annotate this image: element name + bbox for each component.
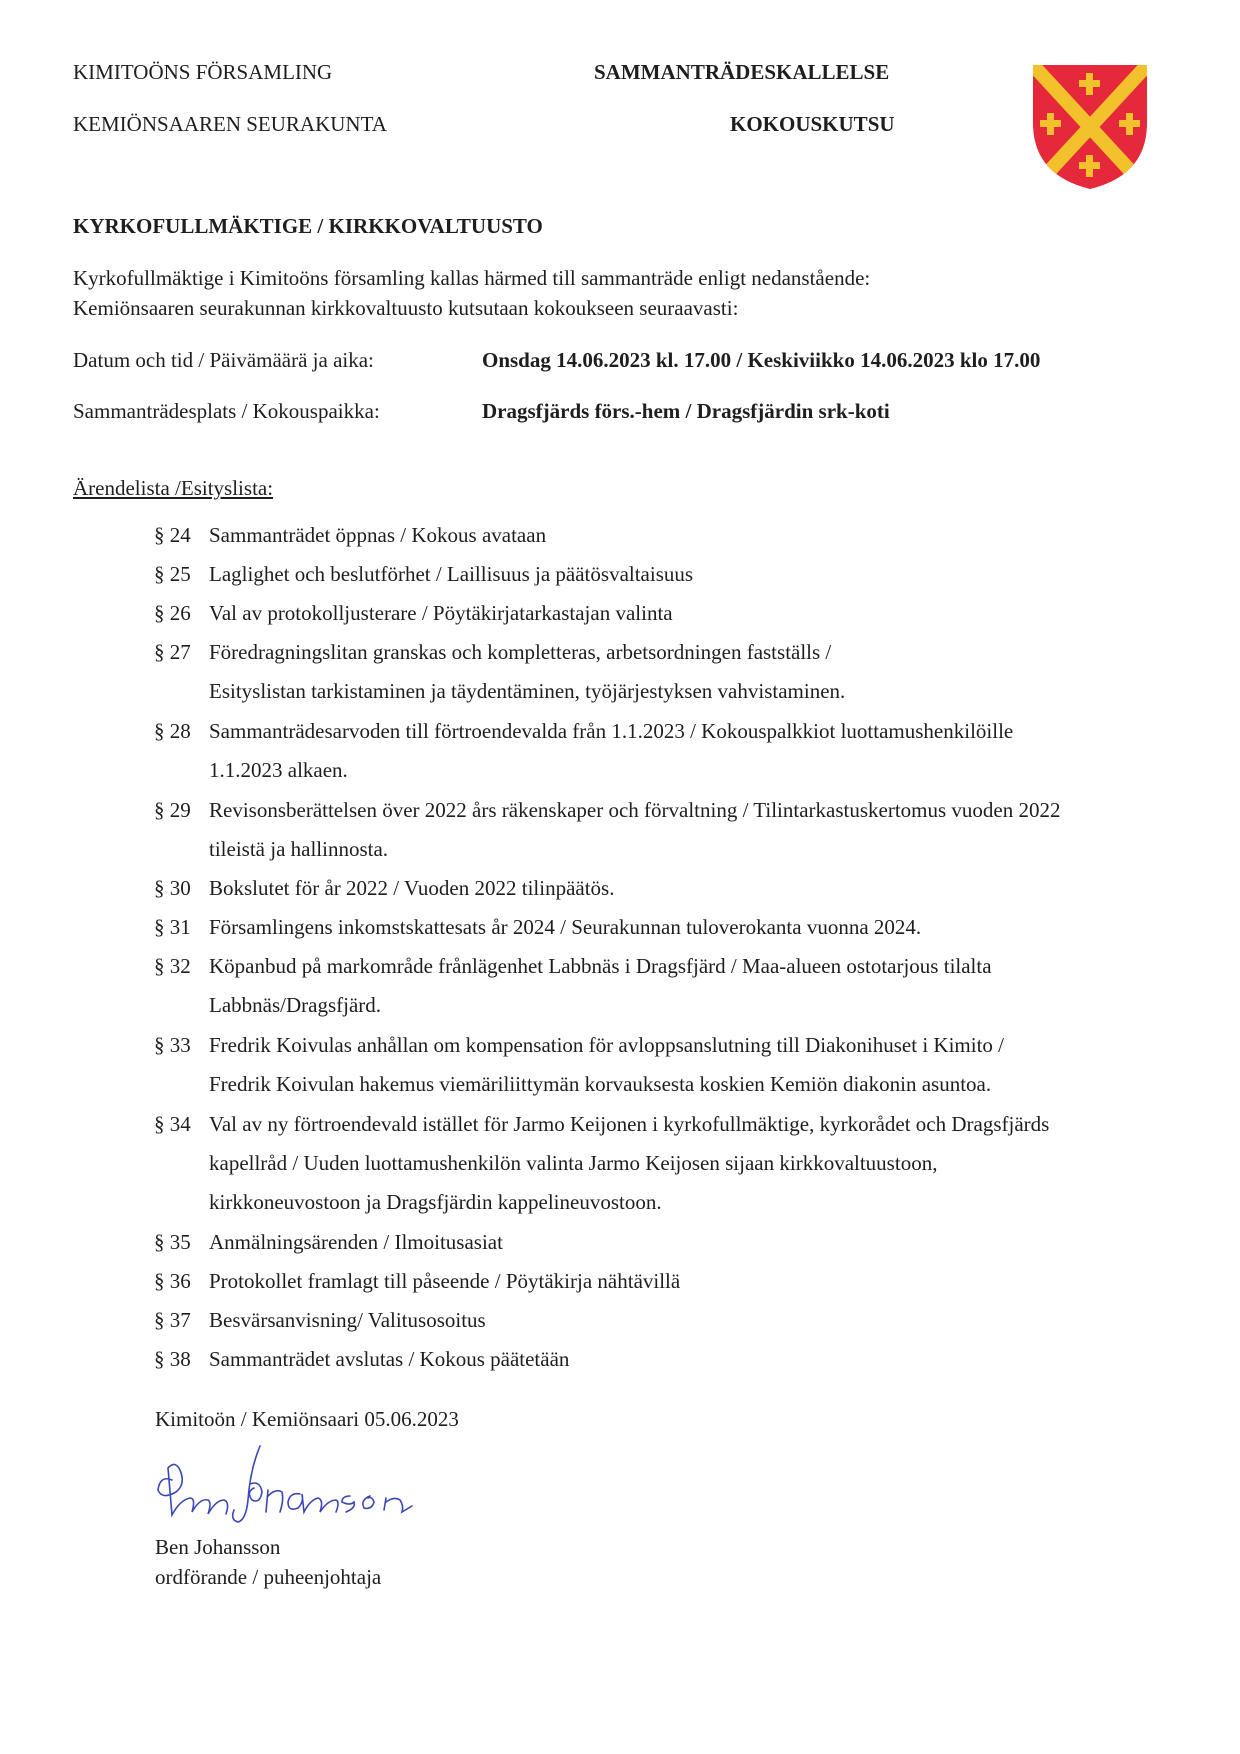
- agenda-item-text: kirkkoneuvostoon ja Dragsfjärdin kappelineuvostoon.: [209, 1190, 662, 1214]
- agenda-item-text: Besvärsanvisning/ Valitusosoitus: [209, 1308, 486, 1332]
- agenda-item-text: Anmälningsärenden / Ilmoitusasiat: [209, 1230, 503, 1254]
- agenda-item-number: § 34: [154, 1112, 191, 1136]
- agenda-item-text: Sammanträdesarvoden till förtroendevalda från 1.1.2023 / Kokouspalkkiot luottamushenkilöille: [209, 719, 1014, 743]
- agenda-item: [154, 798, 1061, 861]
- agenda-item-text: Labbnäs/Dragsfjärd.: [209, 993, 382, 1017]
- agenda-item-number: § 28: [154, 719, 191, 743]
- date-label: Datum och tid / Päivämäärä ja aika:: [73, 348, 374, 372]
- agenda-item-text: Bokslutet för år 2022 / Vuoden 2022 tilinpäätös.: [209, 876, 615, 900]
- org-name-finnish: KEMIÖNSAAREN SEURAKUNTA: [73, 112, 387, 136]
- signer-name: Ben Johansson: [155, 1535, 281, 1559]
- agenda-item-text: Köpanbud på markområde frånlägenhet Labbnäs i Dragsfjärd / Maa-alueen ostotarjous tilalta: [209, 954, 992, 978]
- agenda-item-text: Protokollet framlagt till påseende / Pöytäkirja nähtävillä: [209, 1269, 681, 1293]
- agenda-item-number: § 30: [154, 876, 191, 900]
- agenda-item-number: § 24: [154, 523, 191, 547]
- agenda-item-text: Fredrik Koivulas anhållan om kompensation för avloppsanslutning till Diakonihuset i Kimito /: [209, 1033, 1004, 1057]
- agenda-item-text: Val av protokolljusterare / Pöytäkirjatarkastajan valinta: [209, 601, 673, 625]
- place-value: Dragsfjärds förs.-hem / Dragsfjärdin srk-koti: [482, 399, 890, 423]
- agenda-item-text: Laglighet och beslutförhet / Laillisuus ja päätösvaltaisuus: [209, 562, 694, 586]
- agenda-item: [154, 1112, 1050, 1214]
- agenda-item-number: § 35: [154, 1230, 191, 1254]
- agenda-item: [154, 876, 615, 901]
- agenda-item-number: § 26: [154, 601, 191, 625]
- coat-of-arms-logo: [1031, 63, 1149, 191]
- agenda-item: [154, 1230, 503, 1255]
- agenda-item-number: § 32: [154, 954, 191, 978]
- agenda-item-number: § 36: [154, 1269, 191, 1293]
- date-value: Onsdag 14.06.2023 kl. 17.00 / Keskiviikko 14.06.2023 klo 17.00: [482, 348, 1041, 372]
- agenda-item-text: Val av ny förtroendevald istället för Jarmo Keijonen i kyrkofullmäktige, kyrkorådet och Dragsfjärds: [209, 1112, 1050, 1136]
- intro-finnish: Kemiönsaaren seurakunnan kirkkovaltuusto kutsutaan kokoukseen seuraavasti:: [73, 296, 739, 320]
- doc-title-finnish: KOKOUSKUTSU: [730, 112, 895, 136]
- agenda-item: [154, 601, 673, 626]
- doc-title-swedish: SAMMANTRÄDESKALLELSE: [594, 60, 890, 84]
- agenda-item-text: Sammanträdet avslutas / Kokous päätetään: [209, 1347, 570, 1371]
- agenda-item: [154, 915, 922, 940]
- agenda-item-text: Sammanträdet öppnas / Kokous avataan: [209, 523, 547, 547]
- agenda-item: [154, 1308, 486, 1333]
- agenda-item-number: § 25: [154, 562, 191, 586]
- intro-swedish: Kyrkofullmäktige i Kimitoöns församling kallas härmed till sammanträde enligt nedanstående:: [73, 266, 871, 290]
- agenda-item-text: Revisonsberättelsen över 2022 års räkenskaper och förvaltning / Tilintarkastuskertomus vuoden 2022: [209, 798, 1061, 822]
- signature: [150, 1440, 450, 1530]
- agenda-item-number: § 29: [154, 798, 191, 822]
- agenda-item-text: Esityslistan tarkistaminen ja täydentäminen, työjärjestyksen vahvistaminen.: [209, 679, 846, 703]
- agenda-item: [154, 1347, 570, 1372]
- agenda-heading: Ärendelista /Esityslista:: [73, 476, 274, 500]
- agenda-item-text: Fredrik Koivulan hakemus viemäriliittymän korvauksesta koskien Kemiön diakonin asuntoa.: [209, 1072, 992, 1096]
- agenda-item: [154, 640, 846, 703]
- signer-role: ordförande / puheenjohtaja: [155, 1565, 382, 1589]
- agenda-item-text: 1.1.2023 alkaen.: [209, 758, 348, 782]
- agenda-item: [154, 1033, 1004, 1096]
- agenda-item-text: kapellråd / Uuden luottamushenkilön valinta Jarmo Keijosen sijaan kirkkovaltuustoon,: [209, 1151, 938, 1175]
- place-and-date: Kimitoön / Kemiönsaari 05.06.2023: [155, 1407, 459, 1431]
- agenda-item: [154, 719, 1014, 782]
- agenda-item-number: § 27: [154, 640, 191, 664]
- agenda-item: [154, 954, 992, 1017]
- agenda-item-number: § 38: [154, 1347, 191, 1371]
- agenda-item-number: § 33: [154, 1033, 191, 1057]
- agenda-item-number: § 37: [154, 1308, 191, 1332]
- agenda-item-text: Föredragningslitan granskas och kompletteras, arbetsordningen fastställs /: [209, 640, 832, 664]
- org-name-swedish: KIMITOÖNS FÖRSAMLING: [73, 60, 333, 84]
- council-heading: KYRKOFULLMÄKTIGE / KIRKKOVALTUUSTO: [73, 214, 543, 238]
- agenda-item: [154, 562, 694, 587]
- agenda-item-text: tileistä ja hallinnosta.: [209, 837, 389, 861]
- agenda-item: [154, 1269, 681, 1294]
- place-label: Sammanträdesplats / Kokouspaikka:: [73, 399, 380, 423]
- agenda-item-number: § 31: [154, 915, 191, 939]
- agenda-item: [154, 523, 547, 548]
- agenda-item-text: Församlingens inkomstskattesats år 2024 / Seurakunnan tuloverokanta vuonna 2024.: [209, 915, 922, 939]
